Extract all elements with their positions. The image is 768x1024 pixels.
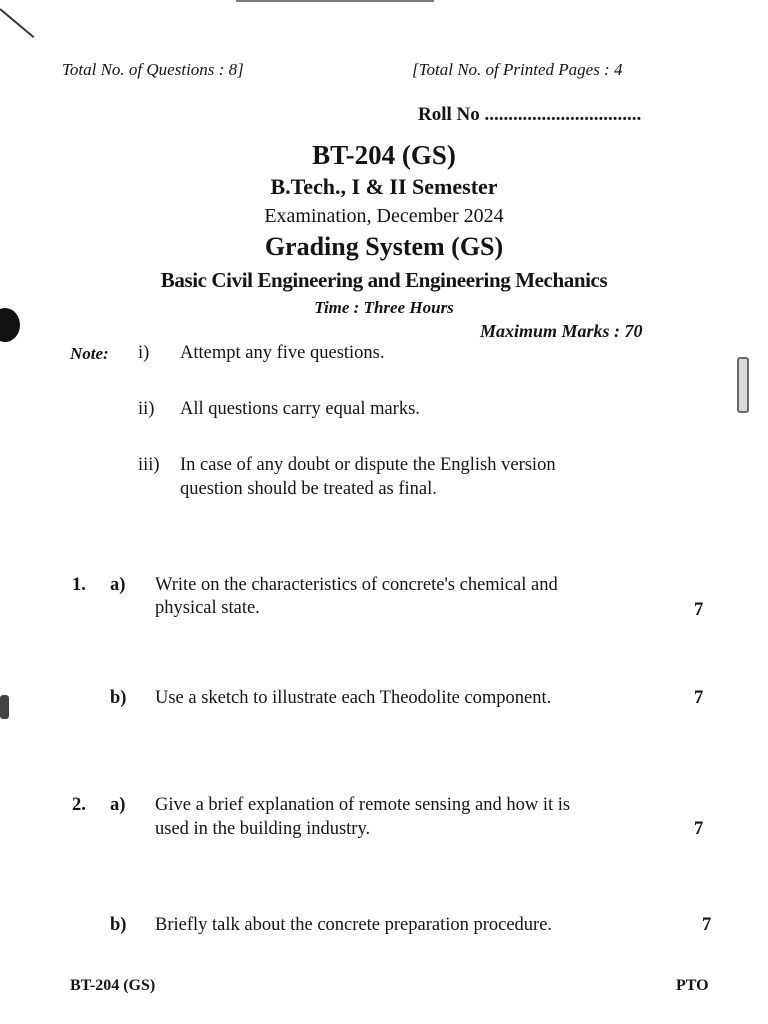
question-number: 2. bbox=[72, 795, 86, 815]
question-text-english: used in the building industry. bbox=[155, 819, 371, 839]
note-item-english: Attempt any five questions. bbox=[180, 343, 385, 363]
question-part-label: b) bbox=[110, 688, 127, 708]
question-marks: 7 bbox=[694, 600, 704, 620]
subject-title: Basic Civil Engineering and Engineering Mechanics bbox=[160, 268, 608, 292]
question-marks: 7 bbox=[694, 819, 704, 839]
question-part-label: a) bbox=[110, 575, 126, 595]
time-label: Time : Three Hours bbox=[314, 298, 454, 317]
question-text-english: Write on the characteristics of concrete's chemical and bbox=[155, 575, 558, 595]
question-text-english: Briefly talk about the concrete preparation procedure. bbox=[155, 915, 553, 935]
total-pages-label: [Total No. of Printed Pages : 4 bbox=[412, 60, 623, 79]
program-title: B.Tech., I & II Semester bbox=[270, 174, 498, 199]
footer-pto: PTO bbox=[676, 977, 709, 994]
question-marks: 7 bbox=[702, 915, 712, 935]
note-item-number: ii) bbox=[138, 399, 155, 419]
maximum-marks-label: Maximum Marks : 70 bbox=[480, 321, 643, 341]
question-text-english: physical state. bbox=[155, 598, 260, 618]
question-part-label: a) bbox=[110, 795, 126, 815]
question-text-english: Give a brief explanation of remote sensing and how it is bbox=[155, 795, 571, 815]
note-item-english: In case of any doubt or dispute the English version bbox=[180, 455, 556, 475]
note-label: Note: bbox=[70, 344, 109, 363]
exam-session: Examination, December 2024 bbox=[264, 205, 504, 227]
top-rule-line bbox=[236, 0, 434, 2]
question-number: 1. bbox=[72, 575, 86, 595]
question-text-english: Use a sketch to illustrate each Theodolite component. bbox=[155, 688, 552, 708]
note-item-number: i) bbox=[138, 343, 150, 363]
question-part-label: b) bbox=[110, 915, 127, 935]
note-item-english: All questions carry equal marks. bbox=[180, 399, 420, 419]
roll-number-field: Roll No ................................. bbox=[418, 104, 642, 125]
note-item-number: iii) bbox=[138, 455, 160, 475]
staple-mark bbox=[737, 357, 749, 413]
total-questions-label: Total No. of Questions : 8] bbox=[62, 60, 244, 79]
scan-scratch-mark bbox=[0, 8, 34, 38]
footer-paper-code: BT-204 (GS) bbox=[70, 977, 156, 994]
scan-edge-mark bbox=[0, 695, 9, 719]
paper-code-title: BT-204 (GS) bbox=[312, 140, 456, 170]
grading-system-title: Grading System (GS) bbox=[264, 232, 504, 261]
question-marks: 7 bbox=[694, 688, 704, 708]
note-item-english: question should be treated as final. bbox=[180, 479, 437, 499]
